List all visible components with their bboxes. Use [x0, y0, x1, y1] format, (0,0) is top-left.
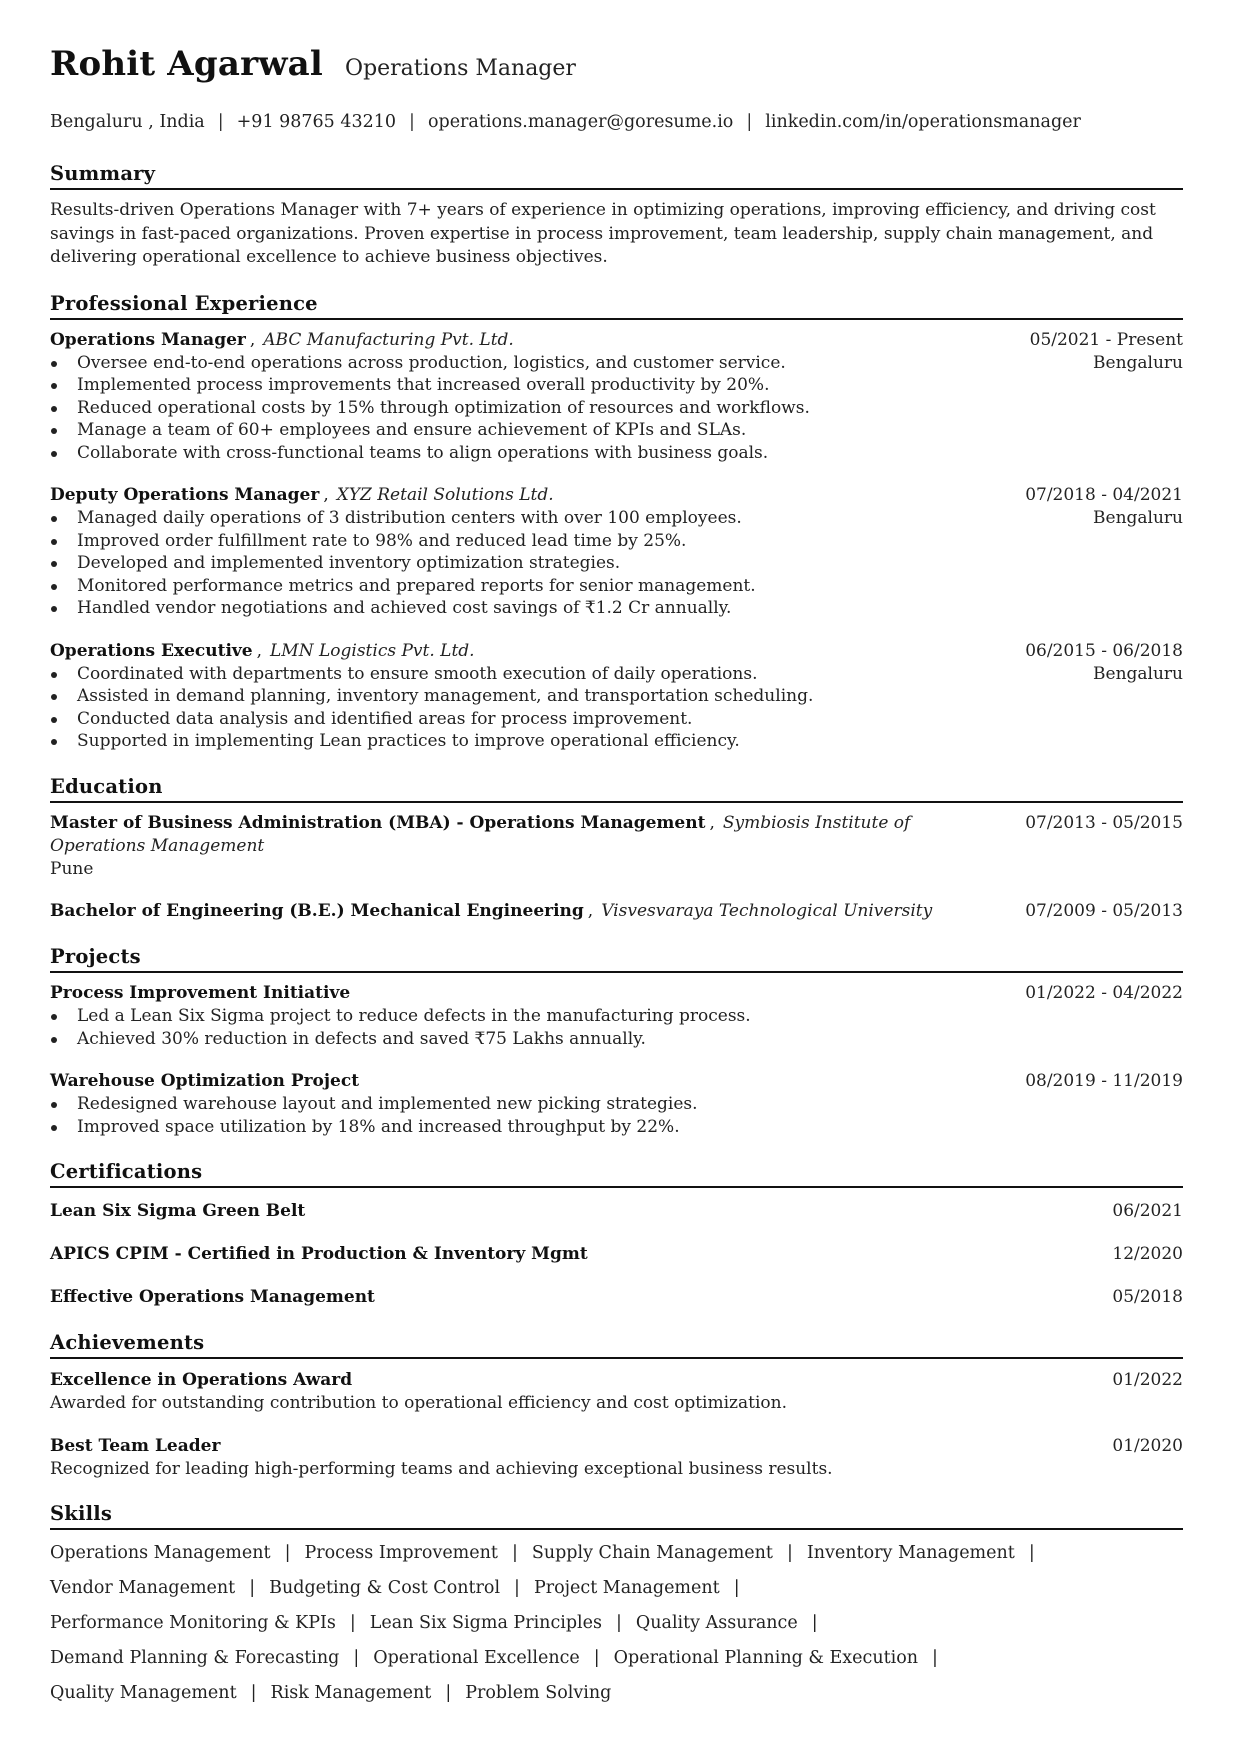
achievement-entry — [50, 1369, 1183, 1415]
project-bullets — [50, 1005, 1183, 1050]
education-location: Pune — [50, 858, 94, 879]
certification-date: 12/2020 — [1112, 1244, 1183, 1264]
school-name: Visvesvaraya Technological University — [601, 901, 933, 921]
section-title: Certifications — [50, 1160, 1183, 1188]
contact-line — [50, 112, 1183, 132]
section-title: Professional Experience — [50, 292, 1183, 320]
section-title: Projects — [50, 945, 1183, 973]
company-name: LMN Logistics Pvt. Ltd. — [270, 640, 475, 661]
summary-text: Results-driven Operations Manager with 7+ years of experience in optimizing operations, improving efficiency, and driving cost savings in fast-paced organizations. Proven expertise in process improvement, team leadership, supply chain management, and delivering operational excellence to achieve business objectives. — [50, 200, 1156, 267]
certification-date: 05/2018 — [1112, 1287, 1183, 1307]
degree-name: Master of Business Administration (MBA) - Operations Management — [50, 812, 706, 833]
skill-item: Process Improvement | — [304, 1543, 518, 1563]
contact-location: Bengaluru , India — [50, 112, 205, 132]
job-title: Deputy Operations Manager — [50, 485, 320, 505]
skills-list — [50, 1542, 1060, 1705]
projects-section — [50, 945, 1183, 1138]
job-dates: 05/2021 - Present — [1029, 329, 1183, 350]
list-item: Manage a team of 60+ employees and ensure achievement of KPIs and SLAs. — [50, 419, 810, 442]
certification-name: APICS CPIM - Certified in Production & Inventory Mgmt — [50, 1244, 588, 1264]
achievement-date: 01/2022 — [1112, 1370, 1183, 1390]
education-entry: Master of Business Administration (MBA) - Operations Management , Symbiosis Institute of Operations Management 07/2013 - 05/2015 Pune — [50, 812, 1183, 879]
achievement-name: Best Team Leader — [50, 1435, 221, 1456]
experience-entry: Deputy Operations Manager , XYZ Retail Solutions Ltd. 07/2018 - 04/2021 Managed daily operations of 3 distribution centers with over 100 employees. Improved order fulfillment rate to 98% and reduced lead time by 25%. Developed and implemented inventory optimization strategies. Monitored performance metrics and prepared reports for senior management. Handled vendor negotiations and achieved cost savings of ₹1.2 Cr annually. Bengaluru — [50, 485, 1183, 618]
list-item: Reduced operational costs by 15% through optimization of resources and workflows. — [50, 397, 810, 420]
skill-item: Operations Management | — [50, 1543, 291, 1563]
section-title: Education — [50, 775, 1183, 803]
project-name: Process Improvement Initiative — [50, 983, 351, 1003]
skills-section — [50, 1502, 1183, 1705]
project-dates: 01/2022 - 04/2022 — [1025, 983, 1183, 1003]
job-bullets — [50, 507, 756, 620]
list-item: Collaborate with cross-functional teams to align operations with business goals. — [50, 442, 810, 465]
achievement-entry — [50, 1435, 1183, 1481]
list-item: Coordinated with departments to ensure smooth execution of daily operations. — [50, 663, 813, 686]
section-title: Skills — [50, 1502, 1183, 1530]
project-entry — [50, 982, 1183, 1050]
skill-item: Lean Six Sigma Principles | — [369, 1613, 622, 1633]
section-title: Summary — [50, 162, 1183, 190]
education-dates: 07/2013 - 05/2015 — [1025, 812, 1183, 833]
section-title: Achievements — [50, 1331, 1183, 1359]
education-dates: 07/2009 - 05/2013 — [1025, 901, 1183, 921]
skill-item: Operational Excellence | — [373, 1648, 600, 1668]
list-item: Improved space utilization by 18% and increased throughput by 22%. — [50, 1116, 1183, 1139]
list-item: Handled vendor negotiations and achieved cost savings of ₹1.2 Cr annually. — [50, 597, 756, 620]
list-item: Assisted in demand planning, inventory management, and transportation scheduling. — [50, 685, 813, 708]
project-dates: 08/2019 - 11/2019 — [1025, 1071, 1183, 1091]
project-bullets — [50, 1093, 1183, 1138]
contact-separator: | — [746, 112, 753, 132]
list-item: Improved order fulfillment rate to 98% and reduced lead time by 25%. — [50, 530, 756, 553]
certification-entry — [50, 1286, 1183, 1309]
education-section — [50, 775, 1183, 924]
achievement-description: Recognized for leading high-performing teams and achieving exceptional business results. — [50, 1458, 833, 1479]
experience-entry: Operations Manager , ABC Manufacturing Pvt. Ltd. 05/2021 - Present Oversee end-to-end operations across production, logistics, and customer service. Implemented process improvements that increased overall productivity by 20%. Reduced operational costs by 15% through optimization of resources and workflows. Manage a team of 60+ employees and ensure achievement of KPIs and SLAs. Collaborate with cross-functional teams to align operations with business goals. Bengaluru — [50, 329, 1183, 463]
contact-phone[interactable]: +91 98765 43210 — [236, 112, 397, 132]
skill-item: Quality Assurance | — [635, 1613, 818, 1633]
experience-entry: Operations Executive , LMN Logistics Pvt. Ltd. 06/2015 - 06/2018 Coordinated with departments to ensure smooth execution of daily operations. Assisted in demand planning, inventory management, and transportation scheduling. Conducted data analysis and identified areas for process improvement. Supported in implementing Lean practices to improve operational efficiency. Bengaluru — [50, 640, 1183, 751]
skill-item: Performance Monitoring & KPIs | — [50, 1613, 356, 1633]
certification-entry — [50, 1200, 1183, 1223]
achievement-description: Awarded for outstanding contribution to operational efficiency and cost optimization. — [50, 1393, 787, 1413]
list-item: Managed daily operations of 3 distribution centers with over 100 employees. — [50, 507, 756, 530]
job-title: Operations Executive — [50, 640, 253, 661]
list-item: Conducted data analysis and identified areas for process improvement. — [50, 708, 813, 731]
certification-date: 06/2021 — [1112, 1201, 1183, 1221]
job-title: Operations Manager — [50, 329, 246, 350]
job-dates: 07/2018 - 04/2021 — [1025, 485, 1183, 505]
company-name: XYZ Retail Solutions Ltd. — [336, 485, 554, 505]
certification-entry — [50, 1243, 1183, 1266]
job-bullets — [50, 352, 810, 465]
achievement-date: 01/2020 — [1112, 1435, 1183, 1456]
project-name: Warehouse Optimization Project — [50, 1071, 360, 1091]
list-item: Oversee end-to-end operations across production, logistics, and customer service. — [50, 352, 810, 375]
list-item: Redesigned warehouse layout and implemented new picking strategies. — [50, 1093, 1183, 1116]
skill-item: Vendor Management | — [50, 1578, 256, 1598]
skill-item: Risk Management | — [270, 1683, 452, 1703]
certifications-section — [50, 1160, 1183, 1309]
job-location: Bengaluru — [1093, 352, 1183, 373]
skill-item: Problem Solving — [465, 1683, 612, 1703]
achievement-name: Excellence in Operations Award — [50, 1370, 353, 1390]
job-location: Bengaluru — [1093, 508, 1183, 528]
resume-header — [50, 44, 1183, 92]
list-item: Achieved 30% reduction in defects and saved ₹75 Lakhs annually. — [50, 1028, 1183, 1051]
achievements-section — [50, 1331, 1183, 1480]
list-item: Implemented process improvements that increased overall productivity by 20%. — [50, 374, 810, 397]
job-bullets — [50, 663, 813, 753]
company-name: ABC Manufacturing Pvt. Ltd. — [263, 329, 514, 350]
skill-item: Demand Planning & Forecasting | — [50, 1648, 360, 1668]
list-item: Developed and implemented inventory optimization strategies. — [50, 552, 756, 575]
list-item: Led a Lean Six Sigma project to reduce defects in the manufacturing process. — [50, 1005, 1183, 1028]
contact-linkedin[interactable]: linkedin.com/in/operationsmanager — [765, 112, 1081, 132]
list-item: Monitored performance metrics and prepared reports for senior management. — [50, 575, 756, 598]
candidate-role: Operations Manager — [345, 56, 576, 81]
certification-name: Effective Operations Management — [50, 1287, 375, 1307]
candidate-name: Rohit Agarwal — [50, 44, 324, 84]
skill-item: Project Management | — [533, 1578, 740, 1598]
project-entry — [50, 1070, 1183, 1138]
contact-email[interactable]: operations.manager@goresume.io — [427, 112, 734, 132]
skill-item: Quality Management | — [50, 1683, 257, 1703]
skill-item: Operational Planning & Execution | — [613, 1648, 938, 1668]
contact-separator: | — [409, 112, 415, 132]
summary-section — [50, 162, 1183, 270]
skill-item: Budgeting & Cost Control | — [269, 1578, 520, 1598]
list-item: Supported in implementing Lean practices to improve operational efficiency. — [50, 730, 813, 753]
job-dates: 06/2015 - 06/2018 — [1025, 640, 1183, 661]
contact-separator: | — [217, 112, 224, 132]
degree-name: Bachelor of Engineering (B.E.) Mechanical Engineering — [50, 901, 584, 921]
job-location: Bengaluru — [1093, 663, 1183, 684]
school-name: Symbiosis Institute of Operations Management — [50, 812, 911, 856]
skill-item: Inventory Management | — [806, 1543, 1035, 1563]
certification-name: Lean Six Sigma Green Belt — [50, 1201, 306, 1221]
education-entry: Bachelor of Engineering (B.E.) Mechanical Engineering , Visvesvaraya Technological University 07/2009 - 05/2013 — [50, 901, 1183, 921]
experience-section — [50, 292, 1183, 753]
skill-item: Supply Chain Management | — [531, 1543, 793, 1563]
